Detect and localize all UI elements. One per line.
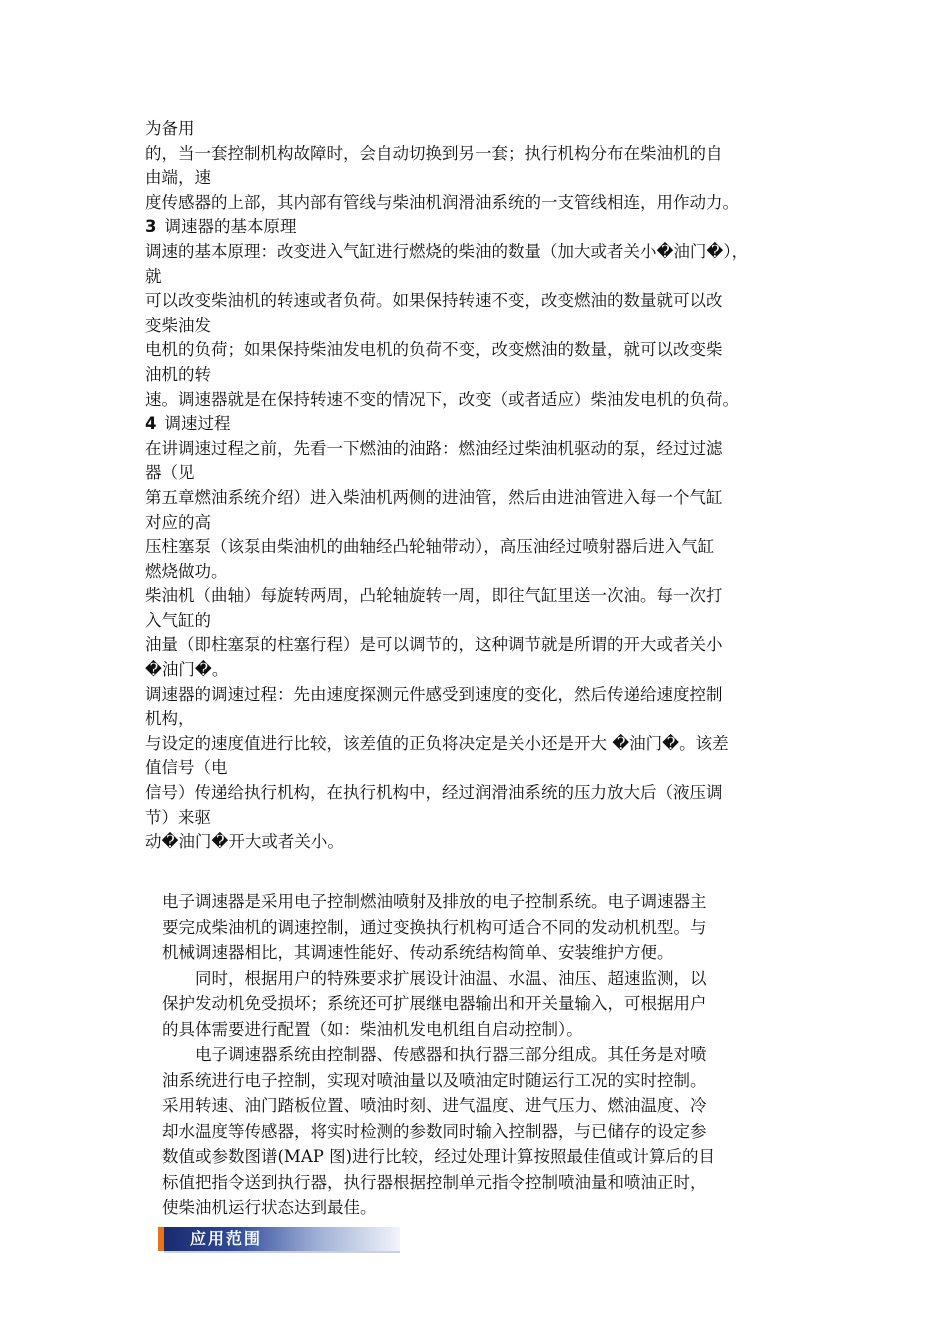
text-line: 信号）传递给执行机构，在执行机构中，经过润滑油系统的压力放大后（液压调 <box>145 783 723 803</box>
text-line: 动�油门�开大或者关小。 <box>145 832 344 852</box>
text-line: 节）来驱 <box>145 807 211 827</box>
text-line: 机械调速器相比，其调速性能好、传动系统结构简单、安装维护方便。 <box>162 943 674 962</box>
text-line: 与设定的速度值进行比较，该差值的正负将决定是关小还是开大 �油门�。该差 <box>145 733 729 753</box>
text-line: 调速器的调速过程：先由速度探测元件感受到速度的变化，然后传递给速度控制 <box>145 684 723 704</box>
section-banner-application-scope <box>158 1227 400 1251</box>
text-line: 由端，速 <box>145 168 211 188</box>
text-line: 电子调速器是采用电子控制燃油喷射及排放的电子控制系统。电子调速器主 <box>162 892 707 911</box>
text-line: 入气缸的 <box>145 610 211 630</box>
paragraph-group-intro <box>145 117 813 215</box>
banner-title: 应用范围 <box>190 1229 263 1248</box>
text-line: 变柴油发 <box>145 315 211 335</box>
text-line: 压柱塞泵（该泵由柴油机的曲轴经凸轮轴带动），高压油经过喷射器后进入气缸 <box>145 537 715 557</box>
text-line: 使柴油机运行状态达到最佳。 <box>162 1198 377 1217</box>
section-heading-3 <box>145 215 813 240</box>
text-line: 电机的负荷；如果保持柴油发电机的负荷不变，改变燃油的数量，就可以改变柴 <box>145 340 723 360</box>
heading-number: 3 <box>145 217 157 237</box>
text-line: �油门�。 <box>145 660 229 680</box>
text-line: 电子调速器系统由控制器、传感器和执行器三部分组成。其任务是对喷 <box>195 1045 707 1064</box>
text-line: 就 <box>145 266 162 286</box>
heading-title: 调速过程 <box>164 414 231 434</box>
paragraph-group-principle <box>145 240 813 412</box>
text-line: 标值把指令送到执行器，执行器根据控制单元指令控制喷油量和喷油正时， <box>162 1172 707 1192</box>
section-heading-4 <box>145 412 813 437</box>
paragraph-monitoring <box>162 966 802 1043</box>
text-line: 的，当一套控制机构故障时，会自动切换到另一套；执行机构分布在柴油机的自 <box>145 143 723 163</box>
paragraph-group-process <box>145 437 813 855</box>
text-line: 保护发动机免受损坏；系统还可扩展继电器输出和开关量输入，可根据用户 <box>162 994 707 1013</box>
text-line: 油量（即柱塞泵的柱塞行程）是可以调节的，这种调节就是所谓的开大或者关小 <box>145 635 723 655</box>
paragraph-electronic-governor <box>162 889 802 966</box>
text-line: 却水温度等传感器，将实时检测的参数同时输入控制器，与已储存的设定参 <box>162 1121 707 1141</box>
paragraph-system-composition <box>162 1042 802 1221</box>
text-line: 柴油机（曲轴）每旋转两周，凸轮轴旋转一周，即往气缸里送一次油。每一次打 <box>145 586 723 606</box>
text-line: 速。调速器就是在保持转速不变的情况下，改变（或者适应）柴油发电机的负荷。 <box>145 389 739 409</box>
heading-title: 调速器的基本原理 <box>164 217 297 237</box>
text-line: 同时，根据用户的特殊要求扩展设计油温、水温、油压、超速监测，以 <box>195 968 707 988</box>
text-line: 为备用 <box>145 119 195 138</box>
text-line: 机构， <box>145 709 195 729</box>
banner-underline <box>164 1251 400 1253</box>
text-line: 的具体需要进行配置（如：柴油机发电机组自启动控制）。 <box>162 1019 583 1039</box>
text-line: 调速的基本原理：改变进入气缸进行燃烧的柴油的数量（加大或者关小�油门�）， <box>145 241 749 261</box>
text-line: 油机的转 <box>145 364 211 384</box>
text-line: 燃烧做功。 <box>145 561 228 581</box>
text-line: 数值或参数图谱(MAP 图)进行比较，经过处理计算按照最佳值或计算后的目 <box>162 1147 716 1166</box>
body-text-section-a <box>145 117 813 855</box>
text-line: 器（见 <box>145 463 195 483</box>
text-line: 对应的高 <box>145 512 211 532</box>
text-line: 油系统进行电子控制，实现对喷油量以及喷油定时随运行工况的实时控制。 <box>162 1070 707 1090</box>
text-line: 要完成柴油机的调速控制，通过变换执行机构可适合不同的发动机机型。与 <box>162 917 707 937</box>
heading-number: 4 <box>145 414 157 434</box>
text-line: 在讲调速过程之前，先看一下燃油的油路：燃油经过柴油机驱动的泵，经过过滤 <box>145 438 723 458</box>
text-line: 度传感器的上部，其内部有管线与柴油机润滑油系统的一支管线相连，用作动力。 <box>145 192 739 212</box>
text-line: 采用转速、油门踏板位置、喷油时刻、进气温度、进气压力、燃油温度、冷 <box>162 1096 707 1115</box>
text-line: 第五章燃油系统介绍）进入柴油机两侧的进油管，然后由进油管进入每一个气缸 <box>145 487 723 507</box>
text-line: 可以改变柴油机的转速或者负荷。如果保持转速不变，改变燃油的数量就可以改 <box>145 291 723 311</box>
body-text-section-b <box>162 889 802 1221</box>
text-line: 值信号（电 <box>145 758 228 778</box>
